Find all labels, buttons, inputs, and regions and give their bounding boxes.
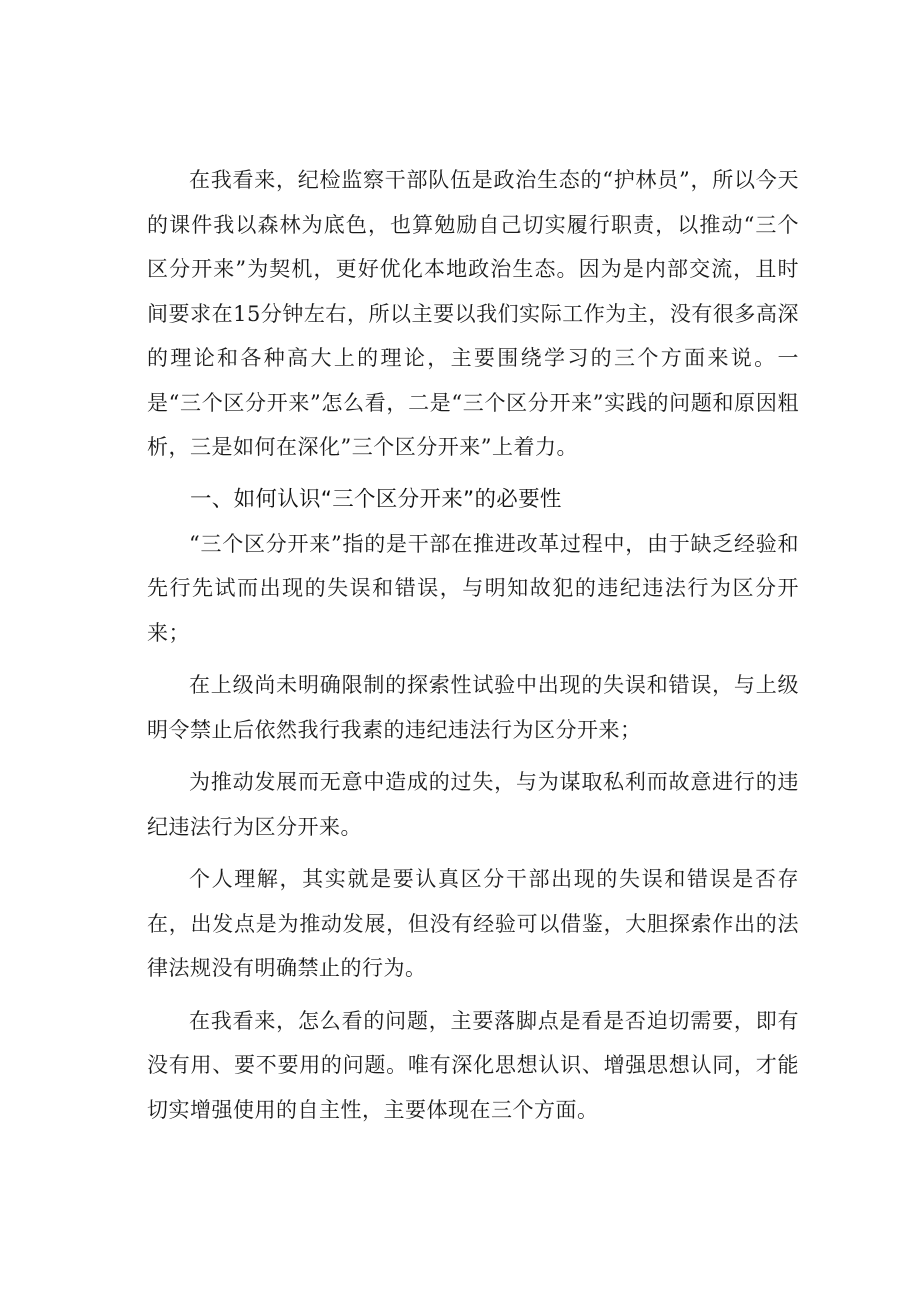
paragraph-view: 在我看来，怎么看的问题，主要落脚点是看是否迫切需要，即有没有用、要不要用的问题。唯有深化思想认识、增强思想认同，才能切实增强使用的自主性，主要体现在三个方面。	[147, 1008, 799, 1122]
paragraph-definition-3: 为推动发展而无意中造成的过失，与为谋取私利而故意进行的违纪违法行为区分开来。	[147, 770, 799, 839]
paragraph-understanding: 个人理解，其实就是要认真区分干部出现的失误和错误是否存在，出发点是为推动发展，但没有经验可以借鉴，大胆探索作出的法律法规没有明确禁止的行为。	[147, 867, 799, 980]
section-heading: 一、如何认识“三个区分开来”的必要性	[190, 486, 562, 512]
intro-paragraph: 在我看来，纪检监察干部队伍是政治生态的“护林员”，所以今天的课件我以森林为底色，也算勉励自己切实履行职责，以推动“三个区分开来”为契机，更好优化本地政治生态。因为是内部交流，且时间要求在15分钟左右，所以主要以我们实际工作为主，没有很多高深的理论和各种高大上的理论，主要围绕学习的三个方面来说。一是“三个区分开来”怎么看，二是“三个区分开来”实践的问题和原因粗析，三是如何在深化”三个区分开来”上着力。	[147, 168, 799, 459]
paragraph-definition-1: “三个区分开来”指的是干部在推进改革过程中，由于缺乏经验和先行先试而出现的失误和错误，与明知故犯的违纪违法行为区分开来；	[147, 531, 799, 645]
paragraph-definition-2: 在上级尚未明确限制的探索性试验中出现的失误和错误，与上级明令禁止后依然我行我素的违纪违法行为区分开来；	[147, 673, 799, 742]
document-body	[147, 158, 799, 1132]
